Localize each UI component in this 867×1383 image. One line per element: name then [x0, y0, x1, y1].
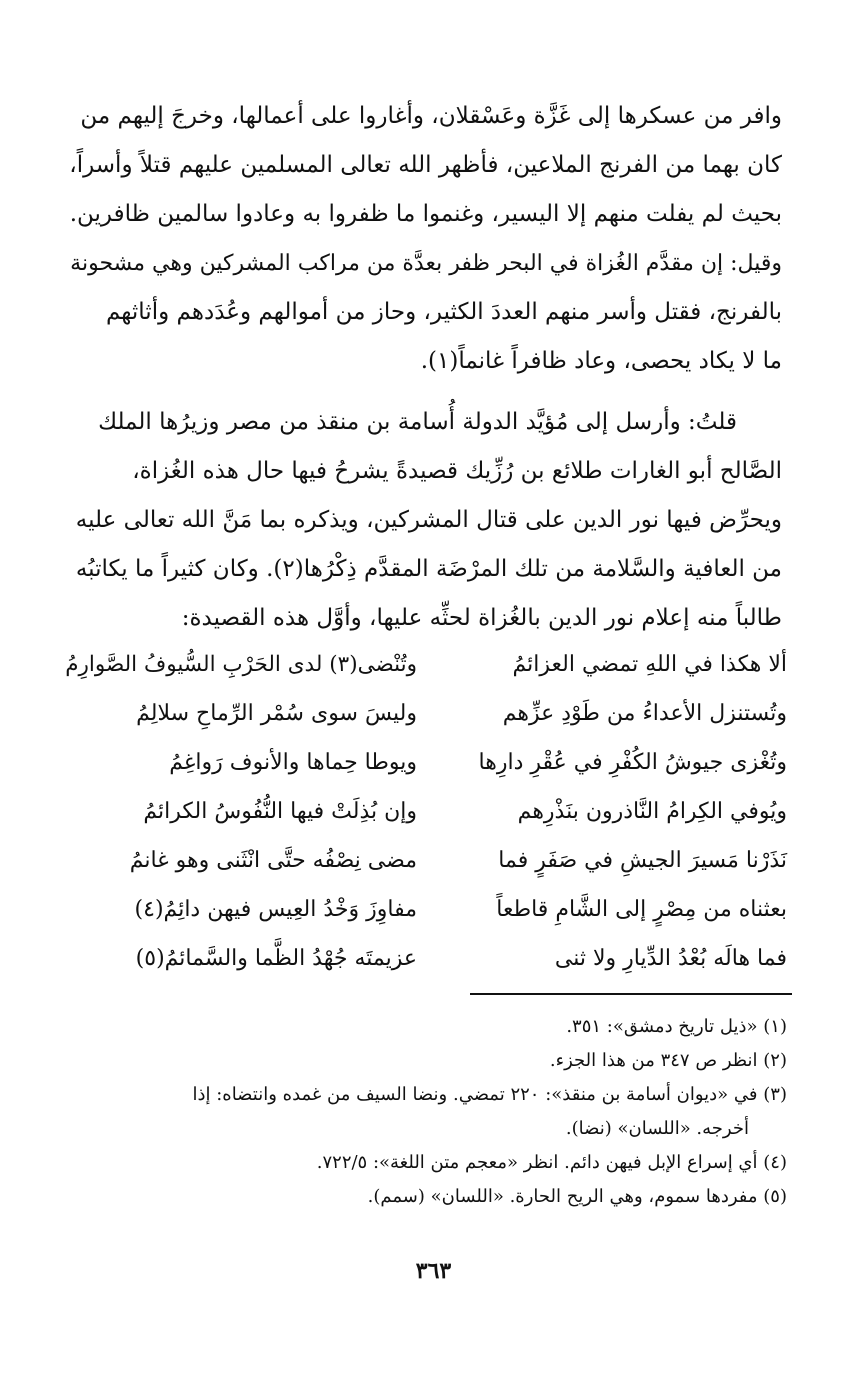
poem-verse	[62, 885, 787, 934]
page-number: ٣٦٣	[415, 1258, 452, 1284]
footnote-divider	[470, 993, 792, 995]
text-line: الصَّالح أبو الغارات طلائع بن رُزِّيك قصيدةً يشرحُ فيها حال هذه الغُزاة،	[132, 458, 782, 484]
footnote-number: (٣)	[763, 1084, 787, 1105]
poem-verse	[62, 689, 787, 738]
text-line: طالباً منه إعلام نور الدين بالغُزاة لحثِّه عليها، وأوَّل هذه القصيدة:	[181, 605, 782, 631]
footnote-text: في «ديوان أسامة بن منقذ»: ٢٢٠ تمضي. ونضا السيف من غمده وانتضاه: إذا	[192, 1084, 758, 1105]
footnote-text: انظر ص ٣٤٧ من هذا الجزء.	[549, 1050, 758, 1071]
footnote	[57, 1044, 787, 1078]
footnotes	[57, 1010, 787, 1214]
footnote	[57, 1180, 787, 1214]
verse-second-hemistich: وليسَ سوى سُمْر الرِّماحِ سلالِمُ	[136, 701, 417, 726]
text-line: وافر من عسكرها إلى غَزَّة وعَسْقلان، وأغاروا على أعمالها، وخرجَ إليهم من	[80, 103, 782, 129]
footnote-number: (٢)	[763, 1050, 787, 1071]
poem-verse	[62, 640, 787, 689]
poem-verse	[62, 836, 787, 885]
text-line: كان بهما من الفرنج الملاعين، فأظهر الله تعالى المسلمين عليهم قتلاً وأسراً،	[69, 152, 782, 178]
poem-verse	[62, 738, 787, 787]
text-line: وقيل: إن مقدَّم الغُزاة في البحر ظفر بعدَّة من مراكب المشركين وهي مشحونة	[70, 251, 782, 276]
poem-verse	[62, 934, 787, 983]
verse-first-hemistich: فما هالَه بُعْدُ الدِّيارِ ولا ثنى	[554, 946, 787, 971]
footnote-text: أي إسراع الإبل فيهن دائم. انظر «معجم متن اللغة»: ٧٢٢/٥.	[316, 1152, 758, 1173]
verse-second-hemistich: وإن بُذِلَتْ فيها النُّفُوسُ الكرائمُ	[143, 799, 417, 824]
poem-verse	[62, 787, 787, 836]
footnote-number: (٥)	[763, 1186, 787, 1207]
footnote-number: (١)	[763, 1016, 787, 1037]
verse-first-hemistich: نَذَرْنا مَسيرَ الجيشِ في صَفَرٍ فما	[498, 848, 787, 873]
verse-second-hemistich: عزيمتَه جُهْدُ الظَّما والسَّمائمُ(٥)	[135, 946, 417, 971]
footnote-number: (٤)	[763, 1152, 787, 1173]
text-line: ويحرِّض فيها نور الدين على قتال المشركين، ويذكره بما مَنَّ الله تعالى عليه	[75, 507, 782, 533]
footnote-text: مفردها سموم، وهي الريح الحارة. «اللسان» (سمم).	[367, 1186, 758, 1207]
footnote	[57, 1078, 787, 1112]
verse-first-hemistich: وتُغْزى جيوشُ الكُفْرِ في عُقْرِ دارِها	[478, 750, 787, 775]
main-text	[62, 92, 782, 643]
verse-first-hemistich: وتُستنزل الأعداءُ من طَوْدِ عزِّهم	[502, 701, 787, 726]
verse-second-hemistich: مضى نِصْفُه حتَّى انْثَنى وهو غانمُ	[129, 848, 417, 873]
footnote	[57, 1146, 787, 1180]
verse-first-hemistich: ويُوفي الكِرامُ النَّاذرون بنَذْرِهم	[517, 799, 787, 824]
text-line: ما لا يكاد يحصى، وعاد ظافراً غانماً(١).	[420, 348, 782, 374]
verse-second-hemistich: وتُنْضى(٣) لدى الحَرْبِ السُّيوفُ الصَّوارِمُ	[65, 652, 417, 677]
footnote-text: «ذيل تاريخ دمشق»: ٣٥١.	[566, 1016, 758, 1037]
verse-first-hemistich: بعثناه من مِصْرٍ إلى الشَّامِ قاطعاً	[496, 897, 787, 922]
footnote	[57, 1010, 787, 1044]
verse-second-hemistich: ويوطا حِماها والأنوف رَواغِمُ	[169, 750, 417, 775]
verse-first-hemistich: ألا هكذا في اللهِ تمضي العزائمُ	[512, 652, 787, 677]
verse-second-hemistich: مفاوِزَ وَخْدُ العِيس فيهن دائِمُ(٤)	[134, 897, 417, 922]
paragraph-1	[62, 92, 782, 386]
text-line: بحيث لم يفلت منهم إلا اليسير، وغنموا ما ظفروا به وعادوا سالمين ظافرين.	[69, 201, 782, 227]
paragraph-2	[62, 398, 782, 643]
text-line: قلتُ: وأرسل إلى مُؤيَّد الدولة أُسامة بن منقذ من مصر وزيرُها الملك	[98, 409, 737, 435]
poem	[62, 640, 787, 983]
footnote-continuation: أخرجه. «اللسان» (نضا).	[565, 1118, 749, 1139]
text-line: من العافية والسَّلامة من تلك المرْضَة المقدَّم ذِكْرُها(٢). وكان كثيراً ما يكاتبُه	[75, 556, 782, 582]
text-line: بالفرنج، فقتل وأسر منهم العددَ الكثير، وحاز من أموالهم وعُدَدهم وأثاثهم	[105, 299, 782, 325]
